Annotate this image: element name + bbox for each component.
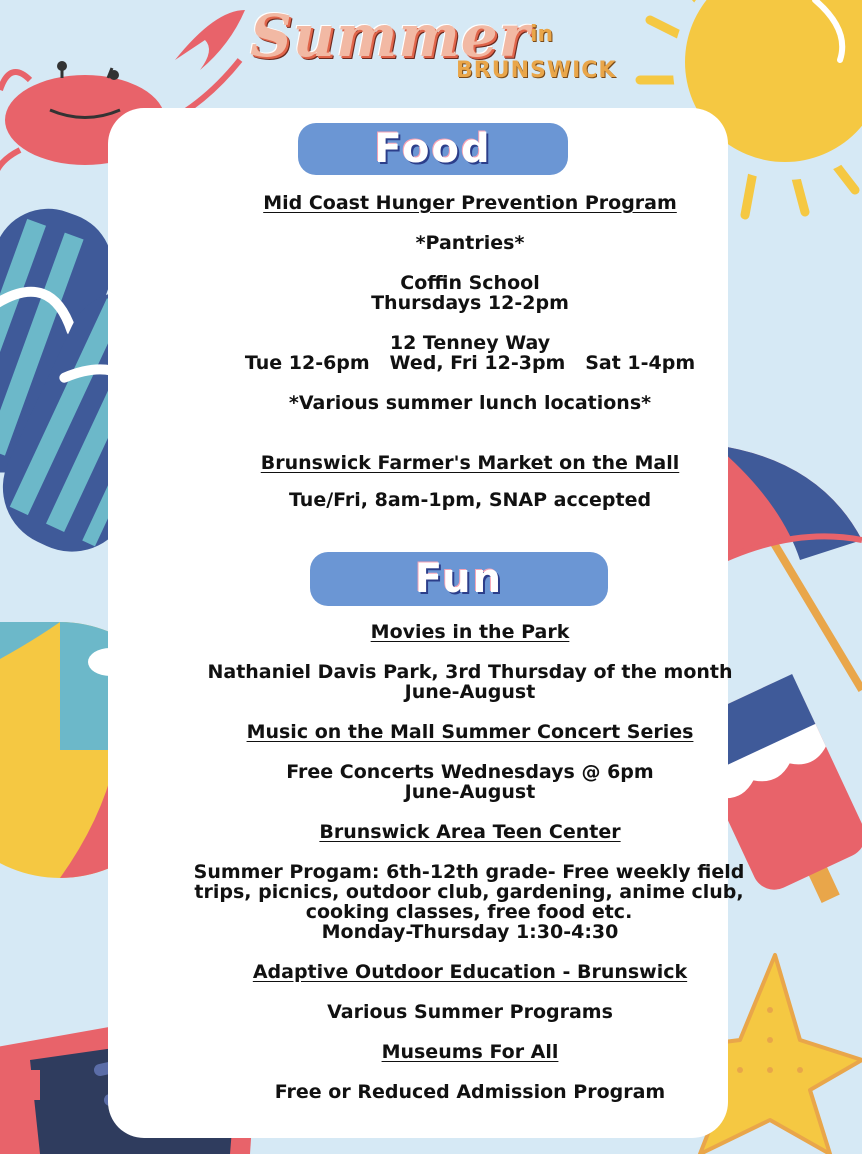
food-pantries: *Pantries* xyxy=(415,232,525,254)
food-market-hours: Tue/Fri, 8am-1pm, SNAP accepted xyxy=(288,489,652,511)
food-heading-pill xyxy=(298,123,568,175)
food-site2-name: 12 Tenney Way xyxy=(389,332,551,354)
food-market-title: Brunswick Farmer's Market on the Mall xyxy=(260,452,680,474)
fun-item-detail: Free or Reduced Admission Program xyxy=(274,1081,666,1103)
fun-item-detail: Monday-Thursday 1:30-4:30 xyxy=(321,921,619,943)
fun-item-detail: Free Concerts Wednesdays @ 6pm xyxy=(286,761,654,783)
food-lunch-note: *Various summer lunch locations* xyxy=(288,392,652,414)
fun-item-title: Adaptive Outdoor Education - Brunswick xyxy=(252,961,688,983)
flyer-title xyxy=(244,0,644,100)
fun-heading-pill xyxy=(310,552,608,606)
fun-item-detail: Nathaniel Davis Park, 3rd Thursday of the month xyxy=(207,661,733,683)
fun-item-detail: June-August xyxy=(404,681,536,703)
fun-item-detail: Summer Progam: 6th-12th grade- Free weekly field trips, picnics, outdoor club, gardening, anime club, cooking classes, free food etc. xyxy=(193,861,745,923)
fun-item-detail: Various Summer Programs xyxy=(327,1001,613,1023)
fun-item-title: Museums For All xyxy=(381,1041,559,1063)
food-site1-name: Coffin School xyxy=(400,272,540,294)
food-heading: Food xyxy=(374,126,492,172)
food-site1-hours: Thursdays 12-2pm xyxy=(371,292,569,314)
title-in: in xyxy=(530,22,554,47)
food-site2-hours: Tue 12-6pm Wed, Fri 12-3pm Sat 1-4pm xyxy=(244,352,696,374)
fun-heading: Fun xyxy=(414,556,504,602)
fun-item-detail: June-August xyxy=(404,781,536,803)
fun-item-title: Brunswick Area Teen Center xyxy=(319,821,621,843)
fun-item-title: Movies in the Park xyxy=(370,621,570,643)
fun-item-title: Music on the Mall Summer Concert Series xyxy=(246,721,694,743)
title-brunswick: BRUNSWICK xyxy=(456,58,617,83)
title-summer: Summer xyxy=(250,2,531,70)
food-program-title: Mid Coast Hunger Prevention Program xyxy=(263,192,677,214)
